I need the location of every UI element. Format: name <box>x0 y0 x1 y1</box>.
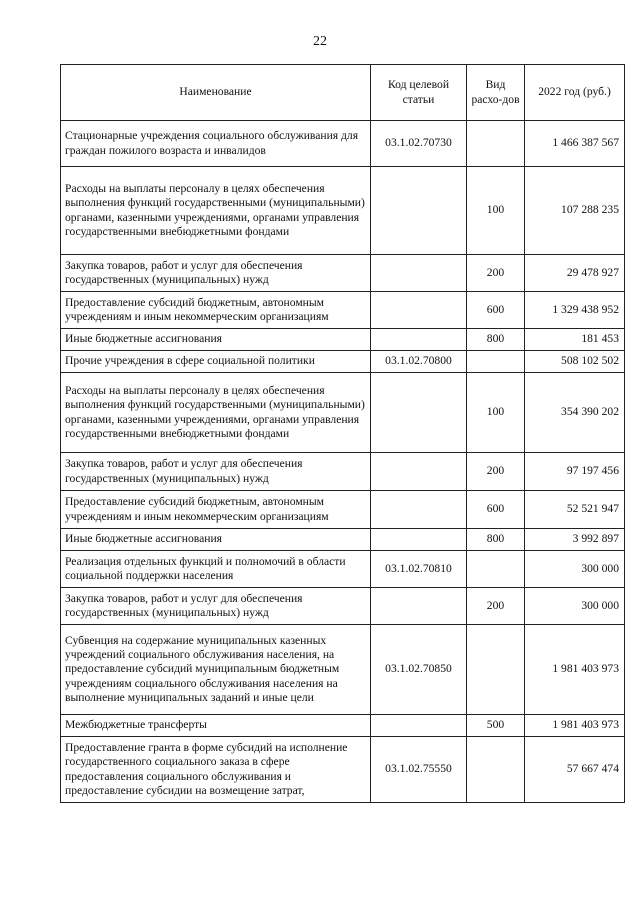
cell-name: Закупка товаров, работ и услуг для обеспечения государственных (муниципальных) нужд <box>61 453 371 491</box>
cell-kind <box>467 625 525 715</box>
cell-kind <box>467 121 525 167</box>
cell-kind <box>467 551 525 588</box>
cell-amount: 181 453 <box>525 329 625 351</box>
cell-name: Межбюджетные трансферты <box>61 715 371 737</box>
cell-amount: 300 000 <box>525 551 625 588</box>
cell-name: Закупка товаров, работ и услуг для обеспечения государственных (муниципальных) нужд <box>61 255 371 292</box>
cell-kind: 200 <box>467 255 525 292</box>
cell-kind: 600 <box>467 491 525 529</box>
cell-name: Предоставление субсидий бюджетным, автономным учреждениям и иным некоммерческим организациям <box>61 491 371 529</box>
cell-code <box>371 167 467 255</box>
cell-amount: 354 390 202 <box>525 373 625 453</box>
table-row <box>61 121 625 167</box>
cell-code: 03.1.02.70730 <box>371 121 467 167</box>
table-row <box>61 453 625 491</box>
cell-kind: 800 <box>467 329 525 351</box>
cell-amount: 1 329 438 952 <box>525 292 625 329</box>
table-row <box>61 715 625 737</box>
cell-code <box>371 292 467 329</box>
cell-amount: 1 466 387 567 <box>525 121 625 167</box>
header-name: Наименование <box>61 65 371 121</box>
cell-name: Прочие учреждения в сфере социальной политики <box>61 351 371 373</box>
cell-amount: 1 981 403 973 <box>525 715 625 737</box>
cell-amount: 107 288 235 <box>525 167 625 255</box>
page-number: 22 <box>313 34 327 49</box>
table-row <box>61 551 625 588</box>
cell-name: Иные бюджетные ассигнования <box>61 329 371 351</box>
header-amount: 2022 год (руб.) <box>525 65 625 121</box>
cell-kind: 200 <box>467 453 525 491</box>
table-row <box>61 329 625 351</box>
table-row <box>61 255 625 292</box>
cell-name: Предоставление гранта в форме субсидий на исполнение государственного социального заказа в сфере предоставления социального обслуживания и предоставление субсидии на возмещение затрат, <box>61 737 371 803</box>
cell-name: Реализация отдельных функций и полномочий в области социальной поддержки населения <box>61 551 371 588</box>
table-row <box>61 625 625 715</box>
cell-kind: 200 <box>467 588 525 625</box>
cell-code <box>371 715 467 737</box>
table-row <box>61 529 625 551</box>
cell-kind: 800 <box>467 529 525 551</box>
header-code: Код целевой статьи <box>371 65 467 121</box>
cell-amount: 300 000 <box>525 588 625 625</box>
header-row <box>61 65 625 121</box>
cell-kind: 100 <box>467 167 525 255</box>
cell-amount: 52 521 947 <box>525 491 625 529</box>
cell-code: 03.1.02.70850 <box>371 625 467 715</box>
table-row <box>61 491 625 529</box>
cell-code <box>371 329 467 351</box>
cell-name: Иные бюджетные ассигнования <box>61 529 371 551</box>
cell-code: 03.1.02.70810 <box>371 551 467 588</box>
header-kind: Вид расхо-дов <box>467 65 525 121</box>
cell-code <box>371 255 467 292</box>
cell-amount: 3 992 897 <box>525 529 625 551</box>
cell-amount: 97 197 456 <box>525 453 625 491</box>
cell-name: Закупка товаров, работ и услуг для обеспечения государственных (муниципальных) нужд <box>61 588 371 625</box>
budget-table <box>60 64 625 803</box>
cell-code: 03.1.02.75550 <box>371 737 467 803</box>
cell-amount: 57 667 474 <box>525 737 625 803</box>
cell-kind <box>467 737 525 803</box>
table-row <box>61 588 625 625</box>
cell-amount: 1 981 403 973 <box>525 625 625 715</box>
cell-name: Предоставление субсидий бюджетным, автономным учреждениям и иным некоммерческим организациям <box>61 292 371 329</box>
cell-code <box>371 373 467 453</box>
cell-code <box>371 453 467 491</box>
table-row <box>61 737 625 803</box>
cell-kind <box>467 351 525 373</box>
cell-code <box>371 588 467 625</box>
cell-name: Субвенция на содержание муниципальных казенных учреждений социального обслуживания населения, на предоставление субсидий муниципальным бюджетным учреждениям социального обслуживания населения на выполнение муниципальных заданий и иные цели <box>61 625 371 715</box>
cell-amount: 508 102 502 <box>525 351 625 373</box>
cell-name: Стационарные учреждения социального обслуживания для граждан пожилого возраста и инвалидов <box>61 121 371 167</box>
table-row <box>61 167 625 255</box>
cell-code <box>371 491 467 529</box>
cell-code: 03.1.02.70800 <box>371 351 467 373</box>
cell-amount: 29 478 927 <box>525 255 625 292</box>
table-row <box>61 373 625 453</box>
cell-kind: 600 <box>467 292 525 329</box>
cell-name: Расходы на выплаты персоналу в целях обеспечения выполнения функций государственными (муниципальными) органами, казенными учреждениями, органами управления государственными внебюджетными фондами <box>61 167 371 255</box>
cell-kind: 500 <box>467 715 525 737</box>
cell-kind: 100 <box>467 373 525 453</box>
table-row <box>61 351 625 373</box>
cell-code <box>371 529 467 551</box>
table-row <box>61 292 625 329</box>
cell-name: Расходы на выплаты персоналу в целях обеспечения выполнения функций государственными (муниципальными) органами, казенными учреждениями, органами управления государственными внебюджетными фондами <box>61 373 371 453</box>
